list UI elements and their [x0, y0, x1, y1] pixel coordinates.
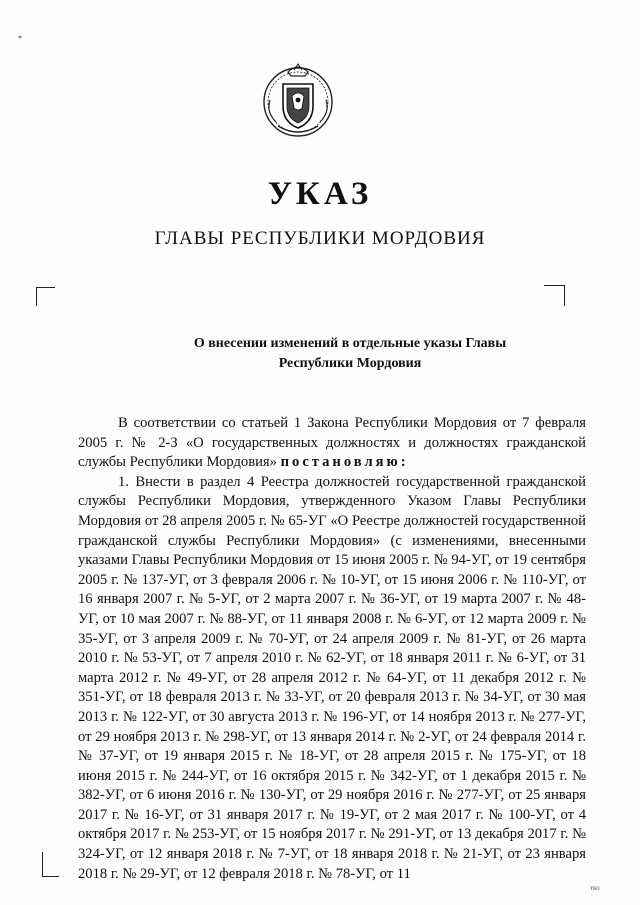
item-1-paragraph: 1. Внести в раздел 4 Реестра должностей государственной гражданской службы Республики Мордовия, утвержденного Указом Главы Республики Мордовия от 28 апреля 2005 г. № 65-УГ «О Реестре должностей государственной гражданской службы Республики Мордовия» (с изменениями, внесенными указами Главы Республики Мордовия от 15 июня 2005 г. № 94-УГ, от 19 сентября 2005 г. № 137-УГ, от 3 февраля 2006 г. № 10-УГ, от 15 июня 2006 г. № 110-УГ, от 16 января 2007 г. № 5-УГ, от 2 марта 2007 г. № 36-УГ, от 19 марта 2007 г. № 48-УГ, от 10 мая 2007 г. № 88-УГ, от 11 января 2008 г. № 6-УГ, от 12 марта 2009 г. № 35-УГ, от 3 апреля 2009 г. № 70-УГ, от 24 апреля 2009 г. № 81-УГ, от 26 марта 2010 г. № 53-УГ, от 7 апреля 2010 г. № 62-УГ, от 18 января 2011 г. № 6-УГ, от 31 марта 2012 г. № 49-УГ, от 28 апреля 2012 г. № 64-УГ, от 11 декабря 2012 г. № 351-УГ, от 18 февраля 2013 г. № 33-УГ, от 20 февраля 2013 г. № 34-УГ, от 30 мая 2013 г. № 122-УГ, от 30 августа 2013 г. № 196-УГ, от 14 ноября 2013 г. № 277-УГ, от 29 ноября 2013 г. № 298-УГ, от 13 января 2014 г. № 2-УГ, от 24 февраля 2014 г. № 37-УГ, от 19 января 2015 г. № 18-УГ, от 28 апреля 2015 г. № 175-УГ, от 18 июня 2015 г. № 244-УГ, от 16 октября 2015 г. № 342-УГ, от 1 декабря 2015 г. № 382-УГ, от 6 июня 2016 г. № 130-УГ, от 29 ноября 2016 г. № 277-УГ, от 25 января 2017 г. № 16-УГ, от 31 января 2017 г. № 19-УГ, от 2 мая 2017 г. № 100-УГ, от 4 октября 2017 г. № 253-УГ, от 15 ноября 2017 г. № 291-УГ, от 13 декабря 2017 г. № 324-УГ, от 12 января 2018 г. № 7-УГ, от 18 января 2018 г. № 21-УГ, от 23 января 2018 г. № 29-УГ, от 12 февраля 2018 г. № 78-УГ, от 11 — [78, 473, 586, 882]
left-corner-bracket — [36, 287, 55, 306]
footer-mark: тко — [590, 884, 600, 892]
document-subtitle: ГЛАВЫ РЕСПУБЛИКИ МОРДОВИЯ — [154, 228, 486, 249]
preamble-text: В соответствии со статьей 1 Закона Республики Мордовия от 7 февраля 2005 г. № 2-З «О государственных должностях и должностях гражданской службы Республики Мордовия» — [78, 415, 586, 471]
decree-word: постановляю: — [280, 454, 409, 471]
margin-bracket — [42, 852, 59, 877]
coat-of-arms-of-mordovia-icon — [258, 60, 338, 140]
decree-heading — [160, 334, 540, 374]
corner-mark: * — [18, 34, 22, 43]
preamble-paragraph — [78, 414, 586, 473]
document-title: УКАЗ — [267, 176, 373, 212]
decree-body — [78, 414, 586, 884]
right-corner-bracket — [544, 285, 565, 306]
decree-heading-line-2: Республики Мордовия — [278, 356, 422, 371]
decree-heading-line-1: О внесении изменений в отдельные указы Главы — [193, 336, 507, 351]
